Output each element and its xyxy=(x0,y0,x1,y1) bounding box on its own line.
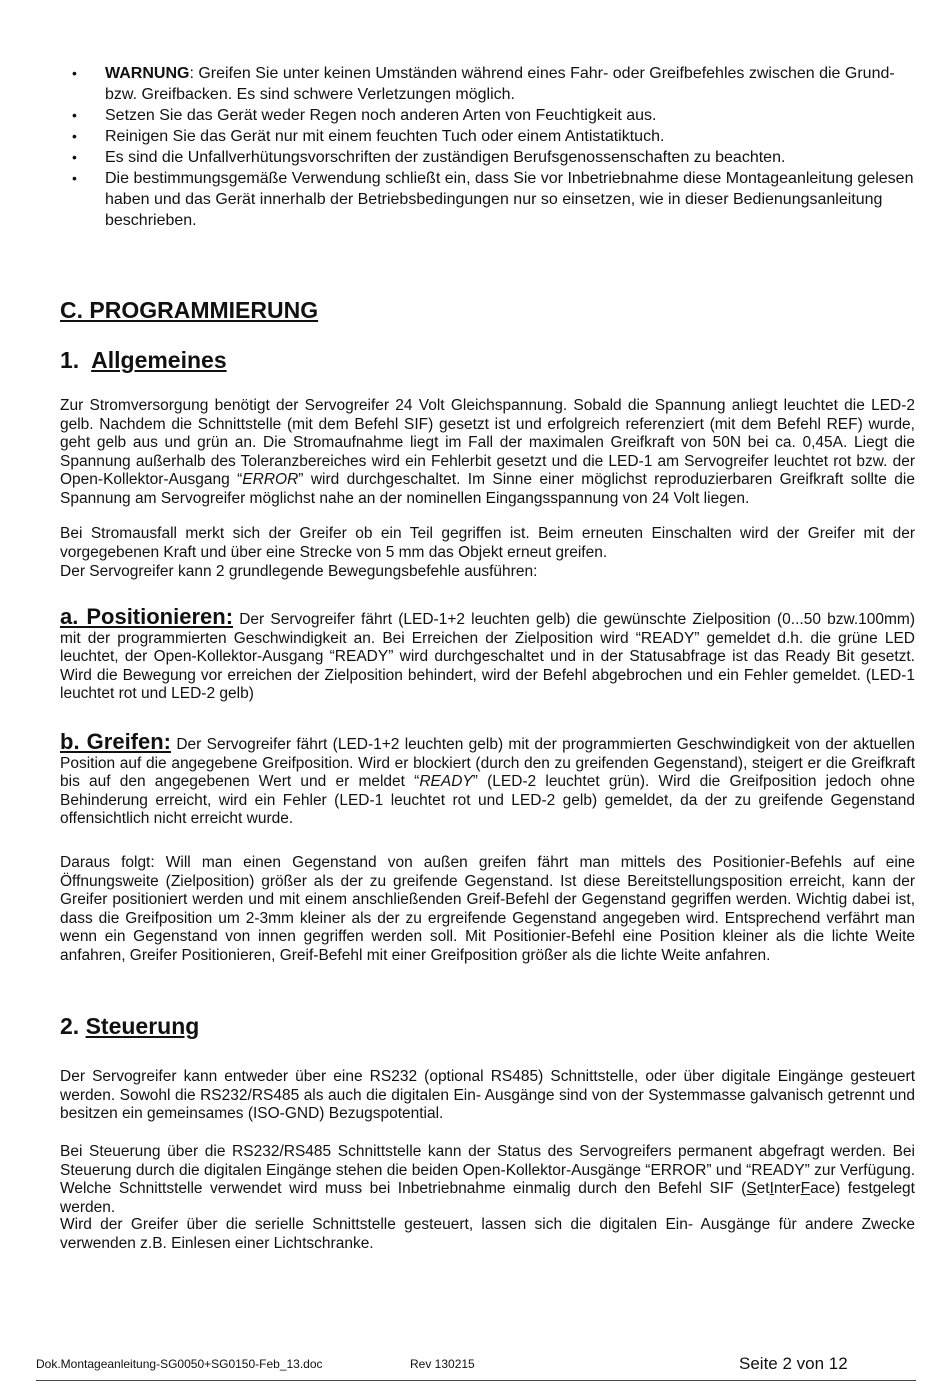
sub-a-text: Der Servogreifer fährt (LED-1+2 leuchten gelb) die gewünschte Zielposition (0...50 bzw.100mm) mit der programmierten Geschwindigkeit an. Bei Erreichen der Zielposition wird “READY” gemeldet d.h. die grüne LED leuchtet, der Open-Kollektor-Ausgang “READY” wird durchgeschaltet und in der Statusabfrage ist das Ready Bit gesetzt. Wird die Bewegung vor erreichen der Zielposition behindert, wird der Befehl abgebrochen und ein Fehler gemeldet. (LED-1 leuchtet rot und LED-2 gelb) xyxy=(60,611,915,703)
section-1-number: 1. xyxy=(60,347,80,373)
sub-a-heading: a. Positionieren: xyxy=(60,604,234,629)
section-2-paragraph-2: Bei Steuerung über die RS232/RS485 Schnittstelle kann der Status des Servogreifers permanent abgefragt werden. Bei Steuerung durch die digitalen Eingänge stehen die beiden Open-Kollektor-Ausgänge “ERROR” und “READY” zur Verfügung. Welche Schnittstelle verwendet wird muss bei Inbetriebnahme einmalig durch den Befehl SIF (SetInterFace) festgelegt werden. xyxy=(60,1143,915,1216)
section-2-paragraph-1: Der Servogreifer kann entweder über eine RS232 (optional RS485) Schnittstelle, oder über digitale Eingänge gesteuert werden. Sowohl die RS232/RS485 als auch die digitalen Ein- Ausgänge sind von der Systemmasse galvanisch getrennt und besitzen ein gemeinsames (ISO-GND) Bezugspotential. xyxy=(60,1068,915,1123)
section-1-heading xyxy=(60,347,227,374)
daraus-paragraph: Daraus folgt: Will man einen Gegenstand von außen greifen fährt man mittels des Positionier-Befehls auf eine Öffnungsweite (Zielposition) größer als der zu greifende Gegenstand. Ist diese Bereitstellungsposition erreicht, kann der Greifer positioniert werden und mit einem anschließenden Greif-Befehl der Gegenstand gegriffen werden. Wichtig dabei ist, dass die Greifposition um 2-3mm kleiner als der zu ergreifende Gegenstand angegeben wird. Entsprechend verfährt man wenn ein Gegenstand von innen gegriffen werden soll. Mit Positionier-Befehl eine Position kleiner als die lichte Weite anfahren, Greifer Positionieren, Greif-Befehl mit einer Greifposition größer als die lichte Weite anfahren. xyxy=(60,854,915,964)
error-italic: ERROR xyxy=(242,471,299,489)
footer-page-number: Seite 2 von 12 xyxy=(739,1354,848,1373)
ready-italic: READY xyxy=(419,773,473,791)
bullet-text: : Greifen Sie unter keinen Umständen während eines Fahr- oder Greifbefehles zwischen die Grund- bzw. Greifbacken. Es sind schwere Verletzungen möglich. xyxy=(105,65,895,103)
section-1-paragraph-1: Zur Stromversorgung benötigt der Servogreifer 24 Volt Gleichspannung. Sobald die Spannung anliegt leuchtet die LED-2 gelb. Nachdem die Schnittstelle (mit dem Befehl SIF) gesetzt ist und erfolgreich referenziert (mit dem Befehl REF) wurde, geht gelb aus und grün an. Die Stromaufnahme liegt im Fall der maximalen Greifkraft von 50N bei ca. 0,45A. Liegt die Spannung außerhalb des Toleranzbereiches wird ein Fehlerbit gesetzt und die LED-1 am Servogreifer leuchtet rot bzw. der Open-Kollektor-Ausgang “ERROR” wird durchgeschaltet. Im Sinne einer möglichst reproduzierbaren Greifkraft sollte die Spannung am Servogreifer möglichst nahe an der nominellen Eingangsspannung von 24 Volt liegen. xyxy=(60,397,915,507)
section-1-paragraph-2: Bei Stromausfall merkt sich der Greifer ob ein Teil gegriffen ist. Beim erneuten Einschalten wird der Greifer mit der vorgegebenen Kraft und über eine Strecke von 5 mm das Objekt erneut greifen. xyxy=(60,525,915,561)
footer-document-name: Dok.Montageanleitung-SG0050+SG0150-Feb_13.doc xyxy=(36,1357,323,1371)
section-1-paragraph-3: Der Servogreifer kann 2 grundlegende Bewegungsbefehle ausführen: xyxy=(60,563,538,580)
footer-divider xyxy=(36,1380,916,1381)
section-2-number: 2. xyxy=(60,1013,80,1039)
bullet-item xyxy=(60,105,920,126)
bullet-text: Es sind die Unfallverhütungsvorschriften der zuständigen Berufsgenossenschaften zu beachten. xyxy=(105,149,786,166)
section-2-heading xyxy=(60,1013,199,1040)
footer-revision: Rev 130215 xyxy=(410,1357,475,1371)
bullet-item xyxy=(60,63,920,105)
bullet-item xyxy=(60,147,920,168)
bullet-text: Setzen Sie das Gerät weder Regen noch anderen Arten von Feuchtigkeit aus. xyxy=(105,107,657,124)
bullet-item xyxy=(60,126,920,147)
section-2-title: Steuerung xyxy=(85,1013,200,1039)
sub-a-positionieren xyxy=(60,604,915,704)
bullet-text: Die bestimmungsgemäße Verwendung schließt ein, dass Sie vor Inbetriebnahme diese Montageanleitung gelesen haben und das Gerät innerhalb der Betriebsbedingungen nur so einsetzen, wie in dieser Bedienungsanleitung beschrieben. xyxy=(105,170,914,229)
sub-b-heading: b. Greifen: xyxy=(60,729,172,754)
bullet-item xyxy=(60,168,920,231)
bullet-text: Reinigen Sie das Gerät nur mit einem feuchten Tuch oder einem Antistatiktuch. xyxy=(105,128,665,145)
section-2-paragraph-3: Wird der Greifer über die serielle Schnittstelle gesteuert, lassen sich die digitalen Ein- Ausgänge für andere Zwecke verwenden z.B. Einlesen einer Lichtschranke. xyxy=(60,1216,915,1252)
sub-b-greifen: b. Greifen: Der Servogreifer fährt (LED-1+2 leuchten gelb) mit der programmierten Geschwindigkeit von der aktuellen Position auf die angegebene Greifposition. Wird er blockiert (durch den zu greifenden Gegenstand), steigert er die Greifkraft bis auf den angegebenen Wert und er meldet “READY” (LED-2 leuchtet grün). Wird die Greifposition jedoch ohne Behinderung erreicht, wird ein Fehler (LED-1 leuchtet rot und LED-2 gelb) gemeldet, da der zu greifende Gegenstand offensichtlich nicht erreicht wurde. xyxy=(60,729,915,828)
section-c-heading: C. PROGRAMMIERUNG xyxy=(60,297,319,323)
warning-label: WARNUNG xyxy=(105,65,190,82)
section-1-title: Allgemeines xyxy=(91,347,227,373)
safety-bullet-list xyxy=(60,63,920,231)
